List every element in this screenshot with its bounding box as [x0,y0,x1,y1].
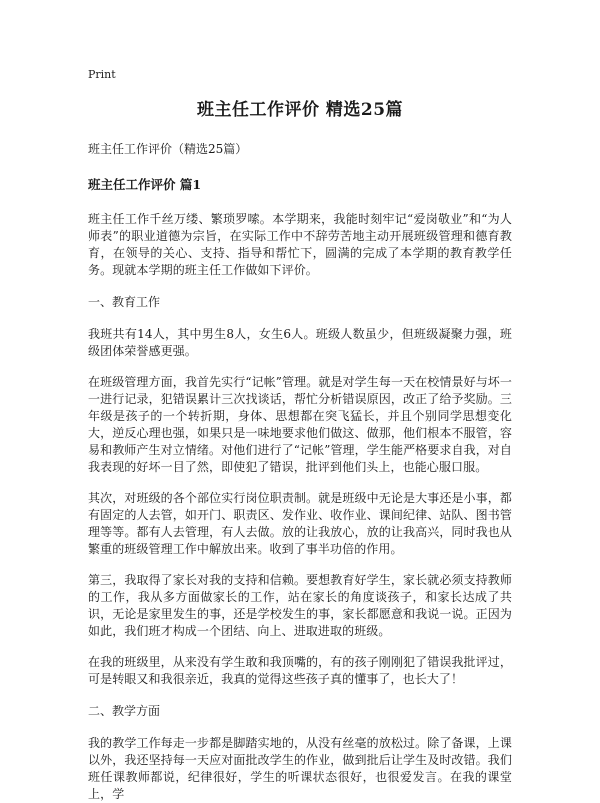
responsibility-paragraph: 其次，对班级的各个部位实行岗位职责制。就是班级中无论是大事还是小事，都有固定的人去管，如开门、职责区、发作业、收作业、课间纪律、站队、图书管理等等。都有人去管理，有人去做。放的让我放心，放的让我高兴，同时我也从繁重的班级管理工作中解放出来。收到了事半功倍的作用。 [88,491,512,556]
parents-paragraph: 第三，我取得了家长对我的支持和信赖。要想教育好学生，家长就必须支持教师的工作，我从多方面做家长的工作，站在家长的角度谈孩子，和家长达成了共识，无论是家里发生的事，还是学校发生的事，家长都愿意和我说一说。正因为如此，我们班才构成一个团结、向上、进取进取的班级。 [88,573,512,638]
document-subtitle: 班主任工作评价（精选25篇） [88,142,248,156]
print-label: Print [88,68,116,81]
section-heading: 班主任工作评价 篇1 [88,177,202,192]
class-size-paragraph: 我班共有14人，其中男生8人，女生6人。班级人数虽少，但班级凝聚力强，班级团体荣誉感更强。 [88,327,512,358]
intro-paragraph: 班主任工作千丝万缕、繁琐罗嗦。本学期来，我能时刻牢记“爱岗敬业”和“为人师表”的职业道德为宗旨，在实际工作中不辞劳苦地主动开展班级管理和德育教育，在领导的关心、支持、指导和帮忙下，圆满的完成了本学期的教育教学任务。现就本学期的班主任工作做如下评价。 [88,212,512,277]
document-title: 班主任工作评价 精选25篇 [196,100,404,120]
management-paragraph: 在班级管理方面，我首先实行“记帐”管理。就是对学生每一天在校情景好与坏一一进行记录，犯错误累计三次找谈话，帮忙分析错误原因，改正了给予奖励。三年级是孩子的一个转折期，身体、思想都在突飞猛长，并且个别同学思想变化大，逆反心理也强，如果只是一味地要求他们做这、做那，他们根本不服管，容易和教师产生对立情绪。对他们进行了“记帐”管理，学生能严格要求自我，对自我表现的好坏一目了然，即使犯了错误，批评到他们头上，也能心服口服。 [88,375,512,474]
subheading-education: 一、教育工作 [88,295,161,309]
subheading-teaching: 二、教学方面 [88,704,161,718]
class-relationship-paragraph: 在我的班级里，从来没有学生敢和我顶嘴的，有的孩子刚刚犯了错误我批评过，可是转眼又和我很亲近，我真的觉得这些孩子真的懂事了，也长大了！ [88,655,512,686]
teaching-paragraph: 我的教学工作每走一步都是脚踏实地的，从没有丝毫的放松过。除了备课，上课以外，我还坚持每一天应对面批改学生的作业，做到批后让学生及时改错。我们班任课教师都说，纪律很好，学生的听课状态很好，也很爱发言。在我的课堂上，学 [88,736,512,801]
